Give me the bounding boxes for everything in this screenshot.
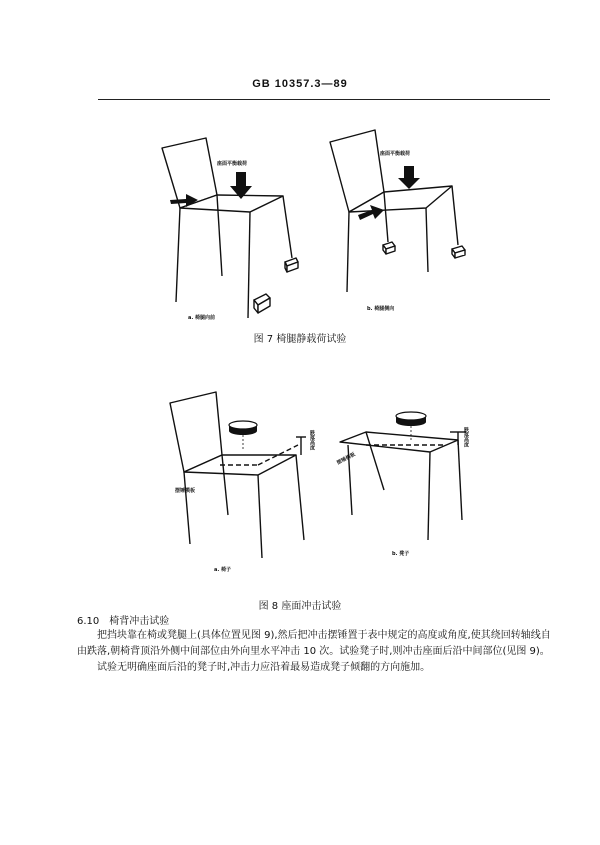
fig7b-down-arrow: [398, 166, 420, 189]
fig8a-weight: [229, 421, 257, 450]
figure7-title: 图 7 椅腿静载荷试验: [253, 334, 347, 345]
section-heading: [77, 612, 179, 627]
fig8a-caption: a. 椅子: [214, 567, 232, 573]
fig7a-caption: a. 椅腿向前: [188, 315, 216, 321]
section-title: 椅背冲击试验: [109, 616, 170, 627]
page-header: GB 10357.3—89: [252, 78, 348, 90]
paragraph-2: 试验无明确座面后沿的凳子时,冲击力应沿着最易造成凳子倾翻的方向施加。: [97, 662, 431, 673]
fig8a-height-label: 跌落高度: [309, 430, 315, 450]
fig7a-load-label: 座面平衡载荷: [217, 161, 248, 167]
fig7b-load-label: 座面平衡载荷: [380, 151, 411, 157]
section-body: [77, 628, 557, 676]
fig8b-board-label: 摆锤模板: [335, 451, 357, 467]
figure8-title: 图 8 座面冲击试验: [258, 601, 342, 612]
fig8b-height-label: 跌落高度: [463, 427, 469, 447]
fig7b-caption: b. 椅腿侧向: [367, 306, 395, 312]
fig8b-caption: b. 凳子: [392, 551, 410, 557]
fig8b-stool: [340, 432, 466, 540]
section-number: 6.10: [77, 616, 100, 627]
fig8a-chair: [170, 392, 306, 558]
fig8a-board-label: 摆锤模板: [175, 488, 196, 494]
paragraph-1: 把挡块靠在椅或凳腿上(具体位置见图 9),然后把冲击摆锤置于表中规定的高度或角度,使其绕回转轴线自由跌落,朝椅背顶沿外侧中间部位由外向里水平冲击 10 次。试验凳子时,则冲击座面后沿中间部位(见图 9)。: [77, 630, 551, 657]
